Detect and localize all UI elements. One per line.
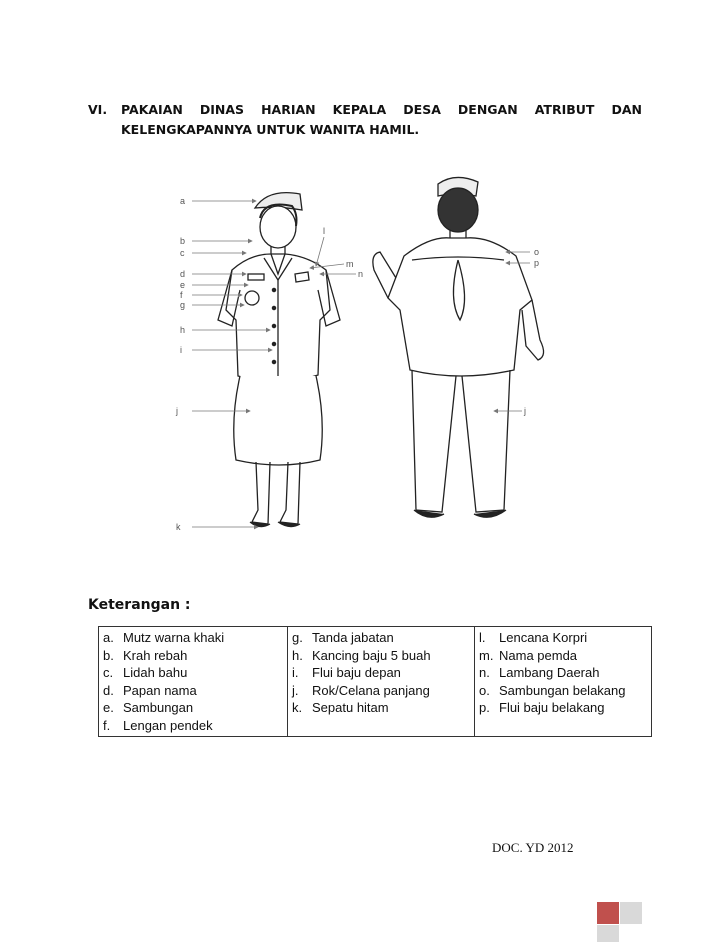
middle-labels bbox=[323, 226, 363, 279]
legend-item: c. Lidah bahu bbox=[103, 665, 188, 680]
legend-item: m. Nama pemda bbox=[479, 647, 578, 663]
legend-column-2 bbox=[288, 627, 475, 737]
legend-item: h. Kancing baju 5 buah bbox=[292, 647, 431, 663]
label-k: k bbox=[176, 522, 181, 532]
label-j-back: j bbox=[524, 406, 526, 416]
uniform-illustration bbox=[160, 170, 580, 550]
legend-item: p. Flui baju belakang bbox=[479, 700, 605, 715]
legend-table bbox=[98, 626, 652, 737]
front-figure bbox=[218, 193, 340, 527]
decorative-gray-square-lower bbox=[597, 925, 619, 942]
legend-item: d. Papan nama bbox=[103, 682, 197, 698]
legend-item: f. Lengan pendek bbox=[103, 717, 213, 733]
label-p: p bbox=[534, 258, 540, 268]
heading-line-1: PAKAIAN DINAS HARIAN KEPALA DESA DENGAN ATRIBUT DAN bbox=[121, 102, 642, 117]
legend-item: e. Sambungan bbox=[103, 700, 194, 715]
legend-item: k. Sepatu hitam bbox=[292, 700, 389, 715]
decorative-red-square bbox=[597, 902, 619, 924]
legend-item: o. Sambungan belakang bbox=[479, 682, 626, 698]
legend-column-3 bbox=[475, 627, 652, 737]
keterangan-title: Keterangan : bbox=[88, 597, 191, 613]
label-b: b bbox=[180, 236, 186, 246]
heading-line-2: KELENGKAPANNYA UNTUK WANITA HAMIL. bbox=[121, 122, 420, 137]
label-n: n bbox=[358, 269, 364, 279]
legend-item: g. Tanda jabatan bbox=[292, 630, 394, 645]
label-h: h bbox=[180, 325, 186, 335]
legend-item: a. Mutz warna khaki bbox=[103, 630, 225, 645]
label-d: d bbox=[180, 269, 186, 279]
legend-item: n. Lambang Daerah bbox=[479, 665, 600, 680]
back-figure bbox=[373, 177, 544, 517]
label-a: a bbox=[180, 196, 186, 206]
doc-footer: DOC. YD 2012 bbox=[492, 840, 574, 855]
label-m: m bbox=[346, 259, 354, 269]
label-g: g bbox=[180, 300, 186, 310]
front-labels bbox=[175, 196, 185, 532]
uniform-drawing bbox=[160, 170, 580, 550]
label-c: c bbox=[180, 248, 185, 258]
label-f: f bbox=[180, 290, 183, 300]
legend-column-1 bbox=[99, 627, 288, 737]
legend-item: i. Flui baju depan bbox=[292, 665, 401, 680]
label-i: i bbox=[180, 345, 182, 355]
decorative-gray-square bbox=[620, 902, 642, 924]
legend-item: l. Lencana Korpri bbox=[479, 630, 588, 645]
label-o: o bbox=[534, 247, 540, 257]
label-j-front: j bbox=[176, 406, 178, 416]
legend-item: j. Rok/Celana panjang bbox=[292, 682, 430, 698]
label-e: e bbox=[180, 280, 186, 290]
label-l: l bbox=[323, 226, 325, 236]
legend-item: b. Krah rebah bbox=[103, 647, 188, 663]
back-labels bbox=[523, 247, 539, 416]
heading-number: VI. bbox=[88, 102, 108, 117]
